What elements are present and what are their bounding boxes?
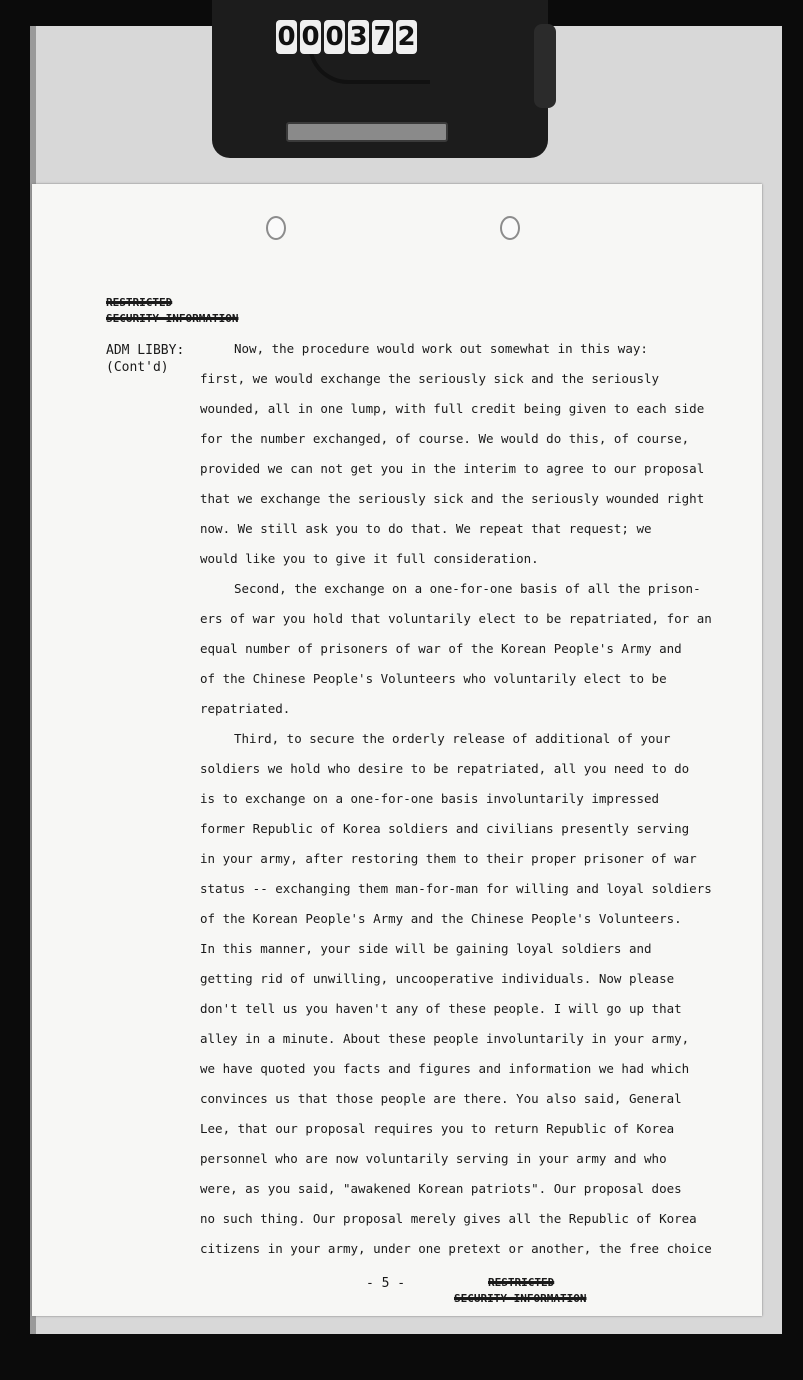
counter-digit: 7 (373, 22, 392, 52)
text-line: would like you to give it full consideration. (200, 551, 539, 566)
counter-digit: 0 (277, 22, 296, 52)
text-line: Second, the exchange on a one-for-one basis of all the prison- (234, 581, 701, 596)
text-line: for the number exchanged, of course. We would do this, of course, (200, 431, 690, 446)
text-line: personnel who are now voluntarily serving in your army and who (200, 1151, 667, 1166)
text-line: now. We still ask you to do that. We repeat that request; we (200, 521, 652, 536)
text-line: Third, to secure the orderly release of additional of your (234, 731, 671, 746)
text-line: In this manner, your side will be gaining loyal soldiers and (200, 941, 652, 956)
text-line: soldiers we hold who desire to be repatriated, all you need to do (200, 761, 690, 776)
text-line: citizens in your army, under one pretext or another, the free choice (200, 1241, 712, 1256)
text-line: first, we would exchange the seriously sick and the seriously (200, 371, 660, 386)
text-line: no such thing. Our proposal merely gives all the Republic of Korea (200, 1211, 697, 1226)
text-line: Now, the procedure would work out somewhat in this way: (234, 341, 648, 356)
text-line: of the Chinese People's Volunteers who voluntarily elect to be (200, 671, 667, 686)
text-line: that we exchange the seriously sick and the seriously wounded right (200, 491, 705, 506)
speaker-note: (Cont'd) (106, 360, 169, 375)
classification-marking-bottom: SECURITY INFORMATION (454, 1292, 587, 1305)
classification-marking-top: SECURITY INFORMATION (106, 312, 239, 325)
text-line: ers of war you hold that voluntarily elect to be repatriated, for an (200, 611, 712, 626)
text-line: alley in a minute. About these people involuntarily in your army, (200, 1031, 690, 1046)
counter-digit: 2 (397, 22, 416, 52)
counter-slot (286, 122, 448, 142)
counter-digits (276, 20, 417, 54)
punch-hole-icon (500, 216, 520, 240)
text-line: former Republic of Korea soldiers and civilians presently serving (200, 821, 690, 836)
text-line: getting rid of unwilling, uncooperative individuals. Now please (200, 971, 675, 986)
text-line: wounded, all in one lump, with full credit being given to each side (200, 401, 705, 416)
frame-counter (212, 0, 548, 158)
document-page (32, 184, 762, 1316)
counter-knob (534, 24, 556, 108)
text-line: provided we can not get you in the interim to agree to our proposal (200, 461, 705, 476)
text-line: is to exchange on a one-for-one basis involuntarily impressed (200, 791, 660, 806)
transcript-body (200, 334, 720, 1264)
classification-marking-top: RESTRICTED (106, 296, 173, 309)
text-line: equal number of prisoners of war of the Korean People's Army and (200, 641, 682, 656)
counter-digit: 3 (349, 22, 368, 52)
text-line: were, as you said, "awakened Korean patriots". Our proposal does (200, 1181, 682, 1196)
counter-digit: 0 (325, 22, 344, 52)
counter-digit: 0 (301, 22, 320, 52)
text-line: convinces us that those people are there. You also said, General (200, 1091, 682, 1106)
text-line: in your army, after restoring them to their proper prisoner of war (200, 851, 697, 866)
text-line: don't tell us you haven't any of these people. I will go up that (200, 1001, 682, 1016)
text-line: repatriated. (200, 701, 291, 716)
text-line: of the Korean People's Army and the Chinese People's Volunteers. (200, 911, 682, 926)
text-line: Lee, that our proposal requires you to return Republic of Korea (200, 1121, 675, 1136)
speaker-label (106, 342, 184, 376)
text-line: status -- exchanging them man-for-man for willing and loyal soldiers (200, 881, 712, 896)
page-number: - 5 - (366, 1276, 406, 1291)
speaker-name: ADM LIBBY: (106, 343, 185, 358)
classification-marking-bottom: RESTRICTED (488, 1276, 555, 1289)
punch-hole-icon (266, 216, 286, 240)
text-line: we have quoted you facts and figures and information we had which (200, 1061, 690, 1076)
